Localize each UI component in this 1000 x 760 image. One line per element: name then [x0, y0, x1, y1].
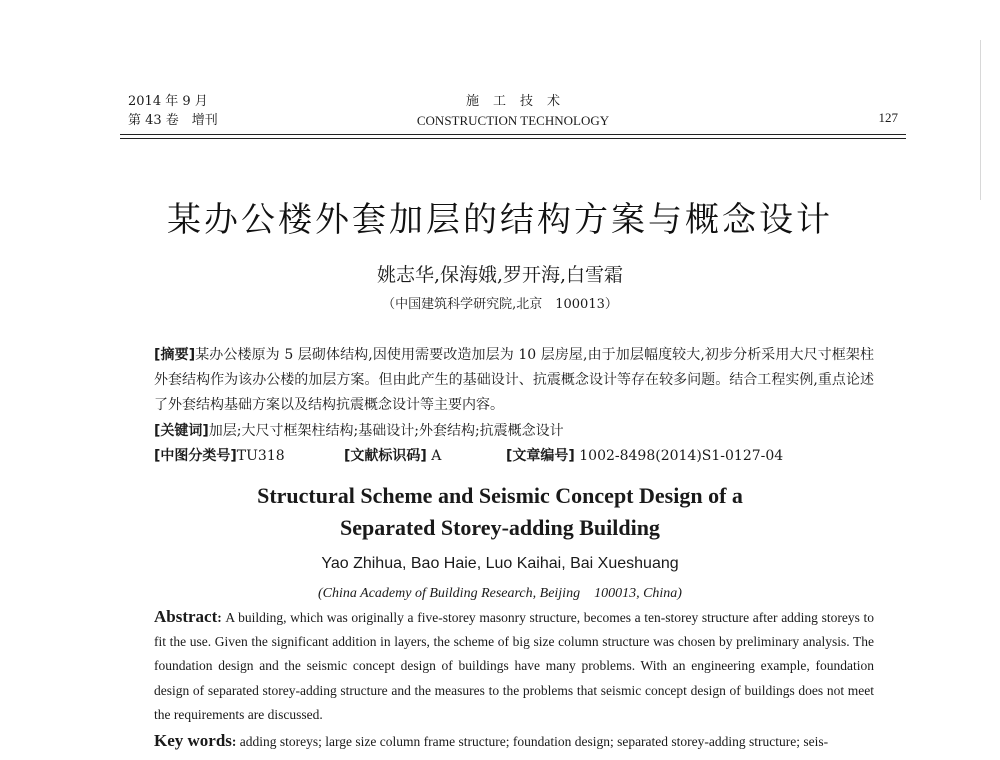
article-number-label: [文章编号] — [506, 448, 575, 464]
keywords-en-label: Key words — [154, 731, 232, 750]
journal-name-cn: 施工技术 — [465, 94, 574, 109]
authors-en: Yao Zhihua, Bao Haie, Luo Kaihai, Bai Xueshuang — [321, 555, 679, 572]
header-rule-thick — [120, 134, 906, 135]
affiliation-en — [0, 582, 1000, 602]
abstract-cn — [154, 343, 874, 418]
abstract-cn-label: [摘要] — [154, 347, 196, 363]
abstract-en-label: Abstract — [154, 607, 218, 626]
page-number: 127 — [878, 110, 898, 125]
clc-code — [154, 444, 285, 469]
authors-cn: 姚志华,保海娥,罗开海,白雪霜 — [376, 264, 624, 286]
article-title-cn: 某办公楼外套加层的结构方案与概念设计 — [167, 200, 833, 240]
title-en-line2: Separated Storey-adding Building — [340, 515, 660, 540]
issue-volume: 第 43 卷 增刊 — [128, 113, 218, 128]
abstract-cn-text: 某办公楼原为 5 层砌体结构,因使用需要改造加层为 10 层房屋,由于加层幅度较大,初步分析采用大尺寸框架柱外套结构作为该办公楼的加层方案。但由此产生的基础设计、抗震概念设计等存在较多问题。结合工程实例,重点论述了外套结构基础方案以及结构抗震概念设计等主要内容。 — [154, 347, 874, 413]
journal-header — [120, 92, 906, 132]
classification-row — [154, 444, 874, 469]
keywords-en: Key words: adding storeys; large size column frame structure; foundation design; separated storey-adding structure; seis- — [154, 731, 829, 750]
article-title-en — [0, 480, 1000, 544]
abstract-en-text: A building, which was originally a five-storey masonry structure, becomes a ten-storey structure after adding storeys to fit the use. Given the significant addition in layers, the scheme of big size column structure was chosen by preliminary analysis. The foundation design and the seismic concept design of buildings have many problems. With an engineering example, foundation design of separated storey-adding structure and the measures to the problems that seismic concept design of buildings does not meet the requirements are discussed. — [154, 610, 874, 722]
abstract-en: Abstract: A building, which was originally a five-storey masonry structure, becomes a ten-storey structure after adding storeys to fit the use. Given the significant addition in layers, the scheme of big size column structure was chosen by preliminary analysis. The foundation design and the seismic concept design of buildings have many problems. With an engineering example, foundation design of separated storey-adding structure and the measures to the problems that seismic concept design of buildings does not meet the requirements are discussed. — [154, 607, 874, 722]
keywords-en-text: adding storeys; large size column frame structure; foundation design; separated storey-adding structure; seis- — [239, 734, 829, 749]
clc-label: [中图分类号] — [154, 448, 237, 464]
scan-edge-line — [980, 40, 981, 200]
article-number — [506, 444, 783, 469]
keywords-cn-text: 加层;大尺寸框架柱结构;基础设计;外套结构;抗震概念设计 — [208, 423, 564, 439]
article-number-value: 1002-8498(2014)S1-0127-04 — [579, 448, 784, 464]
title-en-line1: Structural Scheme and Seismic Concept Design of a — [257, 483, 743, 508]
journal-name — [120, 92, 906, 130]
affiliation-en-text: (China Academy of Building Research, Beijing 100013, China) — [318, 586, 682, 601]
issue-date: 2014 年 9 月 — [128, 94, 208, 109]
clc-value: TU318 — [236, 448, 285, 464]
doc-code-value: A — [431, 448, 442, 464]
keywords-cn-label: [关键词] — [154, 423, 209, 439]
keywords-cn — [154, 419, 874, 444]
journal-name-en: CONSTRUCTION TECHNOLOGY — [416, 113, 610, 128]
doc-code — [344, 444, 441, 469]
doc-code-label: [文献标识码] — [344, 448, 427, 464]
affiliation-cn: （中国建筑科学研究院,北京 100013） — [382, 297, 618, 312]
header-rule-thin — [120, 138, 906, 139]
